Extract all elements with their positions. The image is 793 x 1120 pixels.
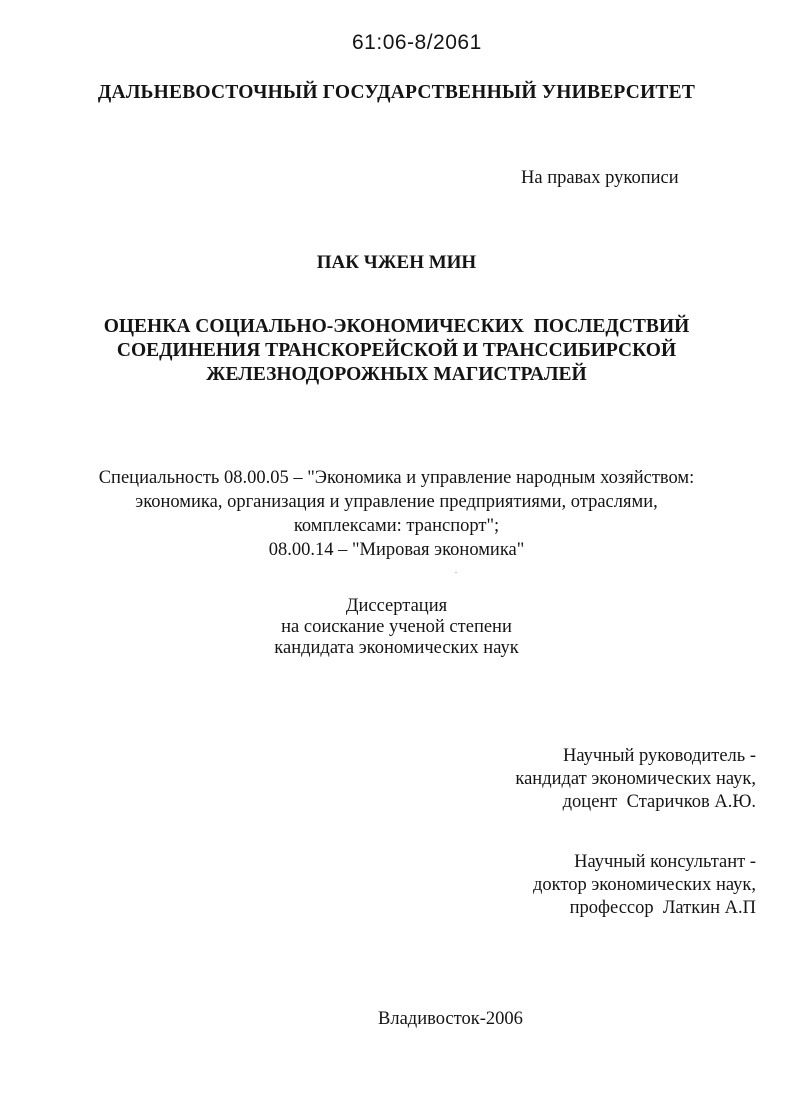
supervisor-line: доцент Старичков А.Ю. xyxy=(562,792,756,812)
consultant-line: Научный консультант - xyxy=(574,852,756,872)
supervisor-line: кандидат экономических наук, xyxy=(515,769,756,789)
consultant-line: доктор экономических наук, xyxy=(532,875,756,895)
consultant-line: профессор Латкин А.П xyxy=(569,898,756,918)
title-line: СОЕДИНЕНИЯ ТРАНСКОРЕЙСКОЙ И ТРАНССИБИРСКОЙ xyxy=(116,340,677,361)
specialty-line: экономика, организация и управление предприятиями, отраслями, xyxy=(135,492,658,512)
degree-block xyxy=(0,596,793,659)
specialty-line: Специальность 08.00.05 – "Экономика и управление народным хозяйством: xyxy=(98,468,695,488)
document-code: 61:06-8/2061 xyxy=(352,31,482,54)
degree-line: Диссертация xyxy=(345,596,448,616)
degree-line: кандидата экономических наук xyxy=(274,638,519,658)
degree-line: на соискание ученой степени xyxy=(281,617,512,637)
specialty-line: комплексами: транспорт"; xyxy=(293,516,500,536)
author-name: ПАК ЧЖЕН МИН xyxy=(316,252,477,273)
scan-speck xyxy=(455,572,457,573)
specialty-line: 08.00.14 – "Мировая экономика" xyxy=(268,540,525,560)
university-name: ДАЛЬНЕВОСТОЧНЫЙ ГОСУДАРСТВЕННЫЙ УНИВЕРСИТЕТ xyxy=(97,82,696,103)
dissertation-title xyxy=(0,315,793,387)
city-year: Владивосток-2006 xyxy=(378,1009,523,1029)
supervisor-line: Научный руководитель - xyxy=(563,746,756,766)
supervisor-block xyxy=(515,745,756,814)
title-line: ЖЕЛЕЗНОДОРОЖНЫХ МАГИСТРАЛЕЙ xyxy=(206,364,587,385)
manuscript-note: На правах рукописи xyxy=(521,168,679,188)
title-line: ОЦЕНКА СОЦИАЛЬНО-ЭКОНОМИЧЕСКИХ ПОСЛЕДСТВИЙ xyxy=(103,316,690,337)
specialty-block xyxy=(0,466,793,562)
consultant-block xyxy=(533,851,756,920)
